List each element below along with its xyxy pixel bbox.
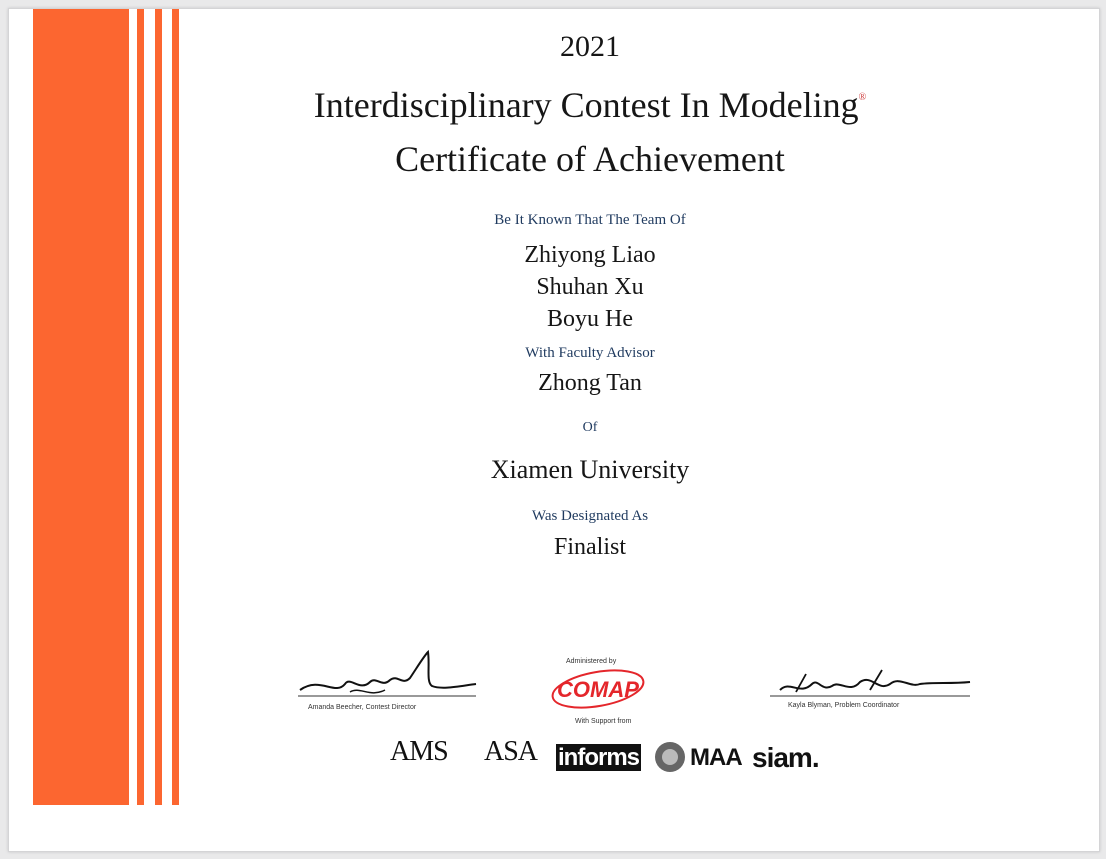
coordinator-caption: Kayla Blyman, Problem Coordinator <box>788 702 900 709</box>
orange-stripe-thin-1 <box>137 9 144 805</box>
contest-name <box>0 84 1106 126</box>
director-signature <box>290 646 480 708</box>
certificate-year: 2021 <box>560 30 620 63</box>
certificate-title: Certificate of Achievement <box>395 139 785 179</box>
director-caption: Amanda Beecher, Contest Director <box>308 704 417 711</box>
orange-stripe-thin-3 <box>172 9 179 805</box>
ams-logo: AMS <box>390 736 448 767</box>
registered-mark: ® <box>858 92 867 103</box>
award-level: Finalist <box>553 534 626 560</box>
maa-logo: MAA <box>690 744 742 771</box>
team-member-2: Shuhan Xu <box>536 274 644 300</box>
supported-label: With Support from <box>575 718 632 725</box>
asa-logo: ASA <box>484 736 538 767</box>
contest-name-text: Interdisciplinary Contest In Modeling <box>313 85 859 125</box>
orange-stripe-wide <box>33 9 129 805</box>
university-name: Xiamen University <box>490 455 690 484</box>
team-member-3: Boyu He <box>547 306 633 332</box>
team-intro: Be It Known That The Team Of <box>494 212 686 228</box>
of-label: Of <box>582 420 598 435</box>
orange-stripe-thin-2 <box>155 9 162 805</box>
designation-label: Was Designated As <box>531 508 649 524</box>
comap-text: COMAP <box>557 677 639 702</box>
team-member-1: Zhiyong Liao <box>524 242 656 268</box>
advisor-label: With Faculty Advisor <box>525 345 655 361</box>
comap-logo <box>548 667 648 709</box>
advisor-name: Zhong Tan <box>538 370 642 396</box>
maa-emblem-icon <box>653 740 687 774</box>
informs-text: informs <box>558 744 640 771</box>
siam-logo: siam. <box>752 742 819 773</box>
administered-label: Administered by <box>566 658 617 665</box>
informs-logo <box>556 744 641 772</box>
